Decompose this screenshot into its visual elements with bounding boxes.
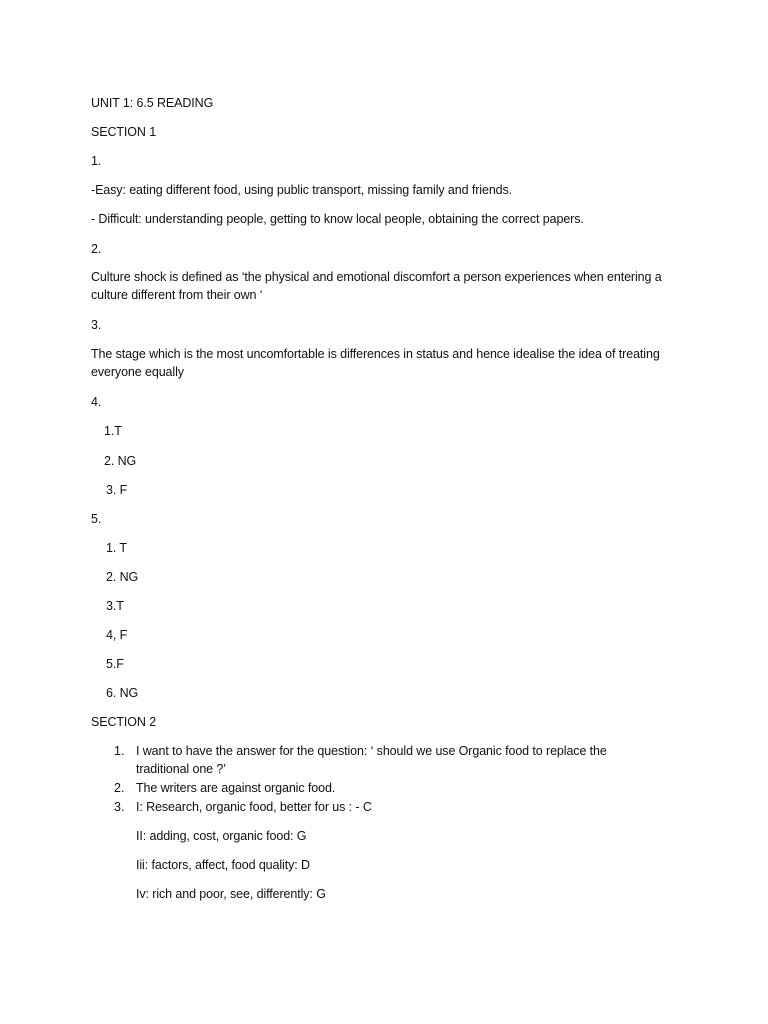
- section-2-sub-answer-3: Iii: factors, affect, food quality: D: [136, 858, 310, 872]
- question-2-answer: Culture shock is defined as ‘the physical and emotional discomfort a person experiences when entering a culture different from their own ‘: [91, 270, 662, 302]
- question-5-answer-1: 1. T: [106, 541, 127, 555]
- question-1-easy-answer: -Easy: eating different food, using public transport, missing family and friends.: [91, 183, 513, 197]
- question-3-answer: The stage which is the most uncomfortable is differences in status and hence idealise the idea of treating everyone equally: [91, 347, 660, 379]
- section-2-item-2-number: 2.: [114, 781, 125, 795]
- question-4-number: 4.: [91, 395, 102, 409]
- question-3-number: 3.: [91, 318, 102, 332]
- question-5-answer-2: 2. NG: [106, 570, 139, 584]
- section-2-item-3-number: 3.: [114, 800, 125, 814]
- question-5-answer-6: 6. NG: [106, 686, 139, 700]
- section-2-item-1-number: 1.: [114, 744, 125, 758]
- question-1-difficult-answer: - Difficult: understanding people, getting to know local people, obtaining the correct papers.: [91, 212, 584, 226]
- document-title: UNIT 1: 6.5 READING: [91, 96, 214, 110]
- section-2-sub-answer-2: II: adding, cost, organic food: G: [136, 829, 307, 843]
- question-5-answer-3: 3.T: [106, 599, 124, 613]
- section-1-heading: SECTION 1: [91, 125, 157, 139]
- question-4-answer-1: 1.T: [104, 424, 122, 438]
- section-2-item-1-text: I want to have the answer for the question: ‘ should we use Organic food to replace the traditional one ?’: [136, 744, 607, 776]
- question-4-answer-2: 2. NG: [104, 454, 137, 468]
- question-2-number: 2.: [91, 242, 102, 256]
- section-2-heading: SECTION 2: [91, 715, 157, 729]
- question-5-answer-4: 4, F: [106, 628, 128, 642]
- question-5-number: 5.: [91, 512, 102, 526]
- question-4-answer-3: 3. F: [106, 483, 128, 497]
- section-2-item-3-text: I: Research, organic food, better for us : - C: [136, 800, 372, 814]
- question-5-answer-5: 5.F: [106, 657, 124, 671]
- question-1-number: 1.: [91, 154, 102, 168]
- section-2-sub-answer-4: Iv: rich and poor, see, differently: G: [136, 887, 326, 901]
- section-2-item-2-text: The writers are against organic food.: [136, 781, 336, 795]
